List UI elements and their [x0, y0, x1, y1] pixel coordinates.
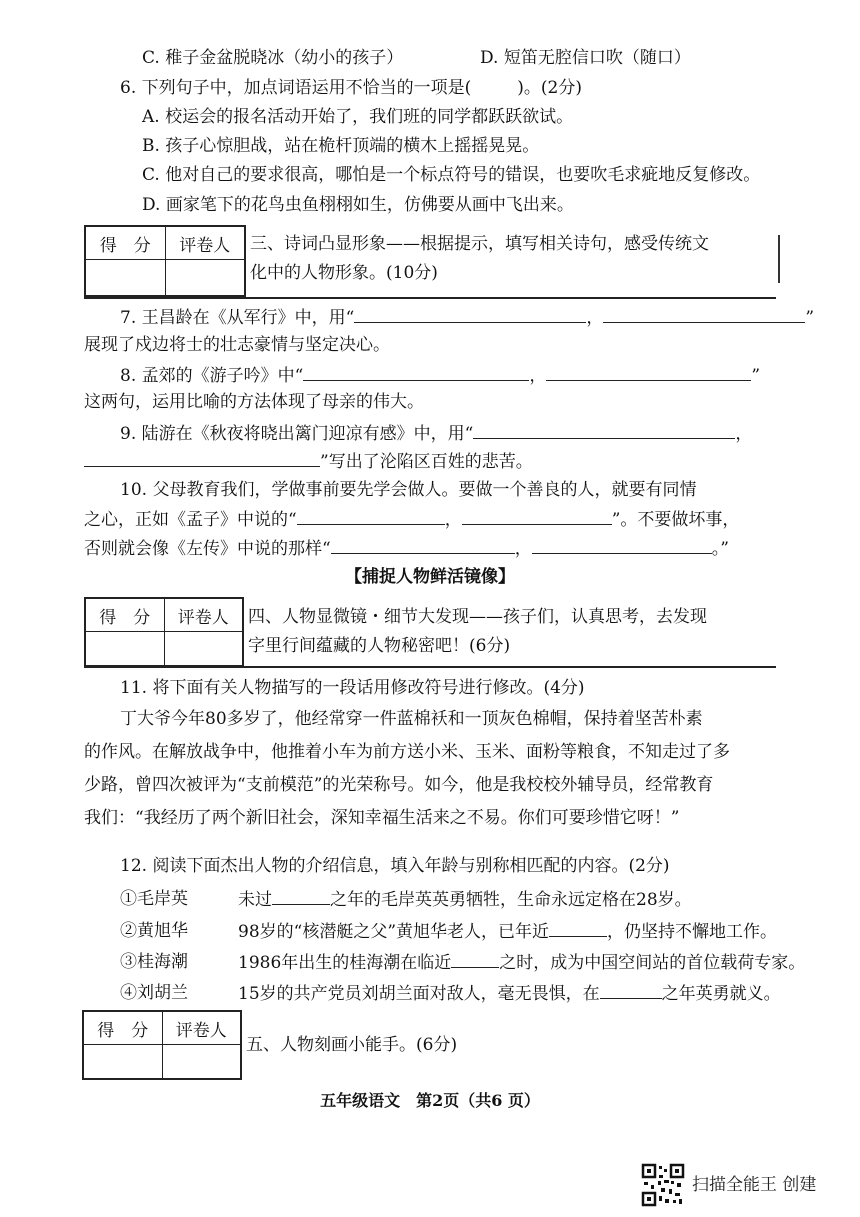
section4-title-line1: 四、人物显微镜・细节大发现——孩子们，认真思考，去发现 [248, 607, 707, 627]
q6-option-a: A. 校运会的报名活动开始了，我们班的同学都跃跃欲试。 [142, 107, 574, 127]
q10-comma-2: ， [514, 539, 532, 559]
q11-para-line3: 少路，曾四次被评为“支前模范”的光荣称号。如今，他是我校校外辅导员，经常教育 [84, 775, 714, 795]
q12-item-text-a: 未过 [238, 890, 272, 910]
q7-comma: ， [586, 308, 604, 328]
q12-item-4-text [238, 982, 781, 1005]
q11-stem: 11. 将下面有关人物描写的一段话用修改符号进行修改。(4分) [120, 678, 585, 698]
q12-item-text-a: 1986年出生的桂海潮在临近 [238, 953, 452, 973]
margin-bar [778, 235, 780, 283]
q10-line1: 10. 父母教育我们，学做事前要先学会做人。要做一个善良的人，就要有同情 [120, 480, 697, 500]
q12-item-text-b: 之年英勇就义。 [661, 984, 781, 1004]
grader-cell[interactable] [165, 260, 245, 296]
q12-item-text-b: ，仍坚持不懈地工作。 [607, 922, 778, 942]
q12-item-3 [120, 951, 188, 973]
q12-item-text-b: 之时，成为中国空间站的首位载荷专家。 [499, 953, 806, 973]
q10-line2 [84, 508, 739, 531]
q10-blank-1[interactable] [297, 508, 445, 525]
q10-prompt-2: 否则就会像《左传》中说的那样“ [84, 539, 331, 559]
q9-blank-2[interactable] [84, 450, 320, 467]
q7-prompt: 7. 王昌龄在《从军行》中，用“ [120, 308, 355, 328]
q12-blank-1[interactable] [272, 888, 330, 905]
q11-para-line1: 丁大爷今年80多岁了，他经常穿一件蓝棉袄和一顶灰色棉帽，保持着坚苦朴素 [120, 709, 703, 729]
q9-blank-1[interactable] [473, 422, 735, 439]
q8-prompt: 8. 孟郊的《游子吟》中“ [120, 366, 304, 386]
section3-title-line1: 三、诗词凸显形象——根据提示，填写相关诗句，感受传统文 [250, 234, 709, 254]
q12-stem: 12. 阅读下面杰出人物的介绍信息，填入年龄与别称相匹配的内容。(2分) [120, 856, 670, 876]
q9-prompt: 9. 陆游在《秋夜将晓出篱门迎凉有感》中，用“ [120, 424, 474, 444]
q10-line3 [84, 537, 729, 560]
q8-quote-end: ” [751, 366, 761, 386]
q8-line2: 这两句，运用比喻的方法体现了母亲的伟大。 [84, 392, 424, 412]
section4-title-line2: 字里行间蕴藏的人物秘密吧！(6分) [248, 636, 511, 656]
grader-label: 评卷人 [162, 1012, 241, 1045]
q8-comma: ， [529, 366, 547, 386]
q5-option-c: C. 稚子金盆脱晓冰（幼小的孩子） [142, 48, 404, 68]
q12-item-text-b: 之年的毛岸英英勇牺牲，生命永远定格在28岁。 [330, 890, 692, 910]
q12-item-name: ①毛岸英 [120, 889, 188, 909]
q10-line3-end: 。” [711, 539, 729, 559]
qr-code-icon [641, 1163, 685, 1207]
q12-item-text-a: 15岁的共产党员刘胡兰面对敌人，毫无畏惧，在 [238, 984, 600, 1004]
q8-blank-2[interactable] [546, 364, 751, 381]
q6-option-b: B. 孩子心惊胆战，站在桅杆顶端的横木上摇摇晃晃。 [142, 136, 540, 156]
score-cell[interactable] [86, 632, 165, 666]
q6-stem [120, 77, 582, 99]
q8-line1 [120, 364, 760, 387]
score-box-section5 [82, 1010, 242, 1080]
q10-line2-end: ”。不要做坏事， [611, 510, 740, 530]
q9-line2 [84, 450, 533, 473]
q12-item-name: ④刘胡兰 [120, 983, 188, 1003]
section-heading: 【捕捉人物鲜活镜像】 [345, 567, 515, 587]
q12-blank-2[interactable] [549, 920, 607, 937]
grader-label: 评卷人 [164, 599, 243, 632]
q6-answer-blank[interactable] [471, 77, 517, 93]
score-box-section4 [84, 597, 244, 667]
q12-item-3-text [238, 951, 805, 974]
q12-item-name: ③桂海潮 [120, 952, 188, 972]
q9-line2-text: ”写出了沦陷区百姓的悲苦。 [320, 452, 533, 472]
score-box-section3 [84, 225, 246, 297]
q9-line1 [120, 422, 752, 445]
q5-option-d: D. 短笛无腔信口吹（随口） [480, 48, 691, 68]
score-label: 得 分 [86, 599, 165, 632]
q8-blank-1[interactable] [303, 364, 529, 381]
section4-divider [84, 666, 776, 668]
q7-line2: 展现了戍边将士的壮志豪情与坚定决心。 [84, 335, 390, 355]
q11-para-line4: 我们：“我经历了两个新旧社会，深知幸福生活来之不易。你们可要珍惜它呀！” [84, 808, 680, 828]
q12-item-4 [120, 982, 188, 1004]
score-label: 得 分 [84, 1012, 163, 1045]
q12-blank-3[interactable] [451, 951, 499, 968]
score-cell[interactable] [84, 1045, 163, 1079]
q10-blank-3[interactable] [331, 537, 515, 554]
q7-blank-1[interactable] [354, 306, 586, 323]
q12-item-1 [120, 888, 188, 910]
scanner-brand-label: 扫描全能王 创建 [692, 1175, 817, 1195]
page-info: 五年级语文 第2页（共6 页） [320, 1091, 540, 1110]
q11-para-line2: 的作风。在解放战争中，他推着小车为前方送小米、玉米、面粉等粮食，不知走过了多 [84, 742, 730, 762]
score-cell[interactable] [86, 260, 166, 296]
q9-comma: ， [735, 424, 753, 444]
q12-item-2 [120, 920, 188, 942]
q10-blank-2[interactable] [462, 508, 612, 525]
q7-line1 [120, 306, 814, 329]
grader-cell[interactable] [164, 632, 243, 666]
q10-blank-4[interactable] [532, 537, 712, 554]
q12-item-name: ②黄旭华 [120, 921, 188, 941]
q6-stem-end: )。(2分) [517, 78, 582, 98]
section3-title-line2: 化中的人物形象。(10分) [250, 263, 438, 283]
grader-cell[interactable] [162, 1045, 241, 1079]
q10-prompt-1: 之心，正如《孟子》中说的“ [84, 510, 297, 530]
score-label: 得 分 [86, 227, 166, 260]
q6-stem-text: 6. 下列句子中，加点词语运用不恰当的一项是( [120, 78, 472, 98]
q7-blank-2[interactable] [603, 306, 805, 323]
grader-label: 评卷人 [165, 227, 245, 260]
q7-quote-end: ” [805, 308, 815, 328]
q6-option-d: D. 画家笔下的花鸟虫鱼栩栩如生，仿佛要从画中飞出来。 [142, 195, 574, 215]
q12-blank-4[interactable] [600, 982, 662, 999]
q12-item-text-a: 98岁的“核潜艇之父”黄旭华老人，已年近 [238, 922, 550, 942]
q12-item-2-text [238, 920, 777, 943]
q6-option-c: C. 他对自己的要求很高，哪怕是一个标点符号的错误，也要吹毛求疵地反复修改。 [142, 165, 761, 185]
section3-divider [84, 297, 776, 299]
section5-title: 五、人物刻画小能手。(6分) [246, 1035, 458, 1055]
q12-item-1-text [238, 888, 692, 911]
q10-comma-1: ， [444, 510, 462, 530]
